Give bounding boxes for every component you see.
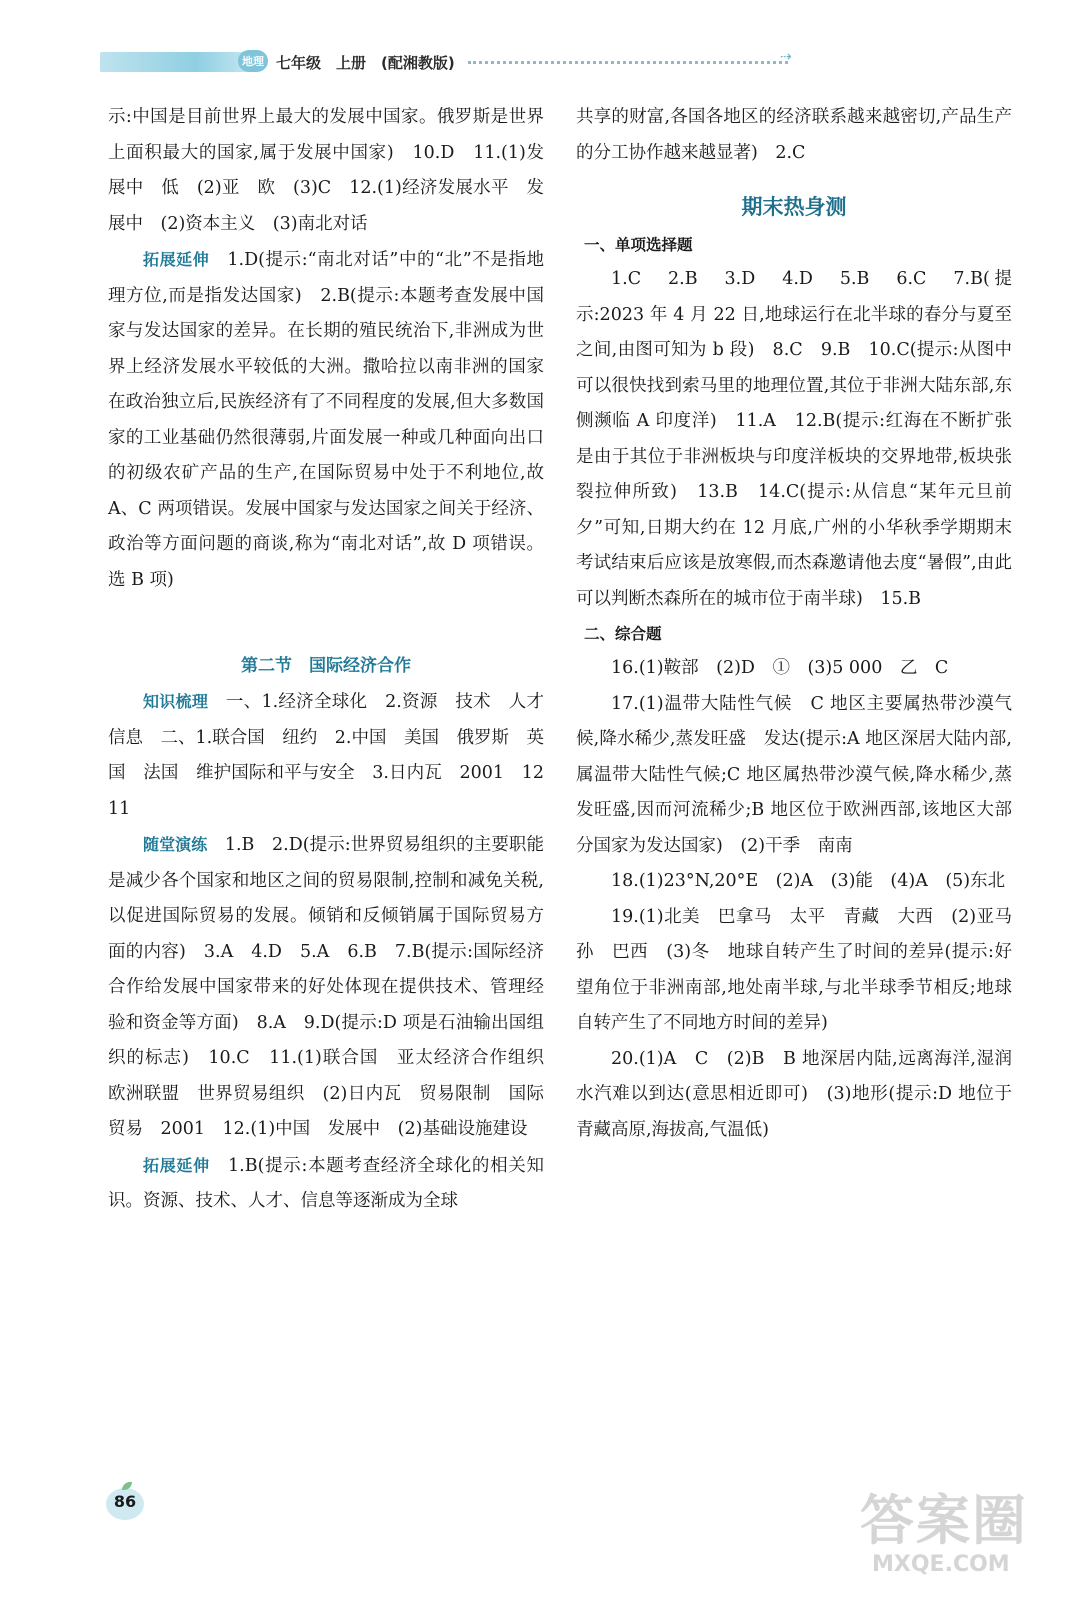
paragraph-text: 一、1.经济全球化 2.资源 技术 人才 信息 二、1.联合国 纽约 2.中国 美国 俄罗斯 英国 法国 维护国际和平与安全 3.日内瓦 2001 12 11 bbox=[108, 692, 562, 819]
paragraph: 17.(1)温带大陆性气候 C 地区主要属热带沙漠气候,降水稀少,蒸发旺盛 发达(提示:A 地区深居大陆内部,属温带大陆性气候;C 地区属热带沙漠气候,降水稀少,蒸发旺盛,因而河流稀少;B 地区位于欧洲西部,该地区大部分国家为发达国家) (2)干季 南南 bbox=[576, 693, 1012, 856]
paragraph: 1.C 2.B 3.D 4.D 5.B 6.C 7.B(提示:2023 年 4 月 22 日,地球运行在北半球的春分与夏至之间,由图可知为 b 段) 8.C 9.B 10.C(提示:从图中可以很快找到索马里的地理位置,其位于非洲大陆东部,东侧濒临 A 印度洋) 11.A 12.B(提示:红海在不断扩张是由于其位于非洲板块与印度洋板块的交界地带,板块张裂拉伸所致) 13.B 14.C(提示:从信息“某年元旦前夕”可知,日期大约在 12 月底,广州的小华秋季学期期末考试结束后应该是放寒假,而杰森邀请他去度“暑假”,由此可以判断杰森所在的城市位于南半球) 15.B bbox=[576, 269, 1012, 609]
paragraph bbox=[108, 1148, 544, 1220]
paragraph bbox=[108, 242, 544, 598]
subsection-heading: 一、单项选择题 bbox=[584, 236, 693, 254]
paragraph: 示:中国是目前世界上最大的发展中国家。俄罗斯是世界上面积最大的国家,属于发展中国家) 10.D 11.(1)发展中 低 (2)亚 欧 (3)C 12.(1)经济发展水平 发展中 (2)资本主义 (3)南北对话 bbox=[108, 107, 544, 234]
paragraph: 19.(1)北美 巴拿马 太平 青藏 大西 (2)亚马孙 巴西 (3)冬 地球自转产生了时间的差异(提示:好望角位于非洲南部,地处南半球,与北半球季节相反;地球自转产生了不同地方时间的差异) bbox=[576, 906, 1012, 1033]
section-label: 拓展延伸 bbox=[143, 1155, 210, 1175]
paragraph: 20.(1)A C (2)B B 地深居内陆,远离海洋,湿润水汽难以到达(意思相近即可) (3)地形(提示:D 地位于青藏高原,海拔高,气温低) bbox=[576, 1048, 1012, 1140]
page-number-text: 86 bbox=[113, 1492, 137, 1511]
chapter-heading: 期末热身测 bbox=[741, 195, 847, 219]
section-label: 随堂演练 bbox=[143, 835, 208, 854]
paragraph: 18.(1)23°N,20°E (2)A (3)能 (4)A (5)东北 bbox=[611, 871, 1006, 891]
paragraph bbox=[108, 827, 562, 1148]
watermark-logo: 答案圈 bbox=[860, 1489, 1028, 1552]
paragraph-text: 1.D(提示:“南北对话”中的“北”不是指地理方位,而是指发达国家) 2.B(提示:本题考查发展中国家与发达国家的差异。在长期的殖民统治下,非洲成为世界上经济发展水平较低的大洲。撒哈拉以南非洲的国家在政治独立后,民族经济有了不同程度的发展,但大多数国家的工业基础仍然很薄弱,片面发展一种或几种面向出口的初级农矿产品的生产,在国际贸易中处于不利地位,故 A、C 两项错误。发展中国家与发达国家之间关于经济、政治等方面问题的商谈,称为“南北对话”,故 D 项错误。选 B 项) bbox=[108, 250, 544, 590]
paragraph: 16.(1)鞍部 (2)D ① (3)5 000 乙 C bbox=[611, 658, 949, 678]
arrow-icon: ⇢ bbox=[780, 49, 792, 65]
section-label: 知识梳理 bbox=[143, 692, 209, 711]
subsection-heading: 二、综合题 bbox=[584, 625, 662, 643]
header-decoration bbox=[100, 52, 260, 72]
left-column bbox=[108, 100, 562, 1220]
paragraph bbox=[108, 684, 562, 827]
running-header bbox=[100, 44, 792, 80]
paragraph-text: 1.B 2.D(提示:世界贸易组织的主要职能是减少各个国家和地区之间的贸易限制,控制和减免关税,以促进国际贸易的发展。倾销和反倾销属于国际贸易方面的内容) 3.A 4.D 5.A 6.B 7.B(提示:国际经济合作给发展中国家带来的好处体现在提供技术、管理经验和资金等方面) 8.A 9.D(提示:D 项是石油输出国组织的标志) 10.C 11.(1)联合国 亚太经济合作组织 欧洲联盟 世界贸易组织 (2)日内瓦 贸易限制 国际贸易 2001 12.(1)中国 发展中 (2)基础设施建设 bbox=[108, 835, 562, 1139]
page-number bbox=[106, 1482, 146, 1522]
paragraph: 共享的财富,各国各地区的经济联系越来越密切,产品生产的分工协作越来越显著) 2.C bbox=[576, 107, 1012, 163]
header-title: 七年级 上册 (配湘教版) bbox=[276, 54, 455, 72]
section-label: 拓展延伸 bbox=[143, 250, 210, 269]
subject-badge: 地理 bbox=[238, 50, 268, 72]
watermark bbox=[860, 1478, 1050, 1588]
paragraph-text: 1.B(提示:本题考查经济全球化的相关知识。资源、技术、人才、信息等逐渐成为全球 bbox=[108, 1155, 544, 1211]
header-dotted-line bbox=[468, 61, 788, 64]
right-column bbox=[576, 100, 1012, 1148]
section-heading: 第二节 国际经济合作 bbox=[241, 656, 411, 676]
watermark-url: MXQE.COM bbox=[872, 1552, 1010, 1577]
